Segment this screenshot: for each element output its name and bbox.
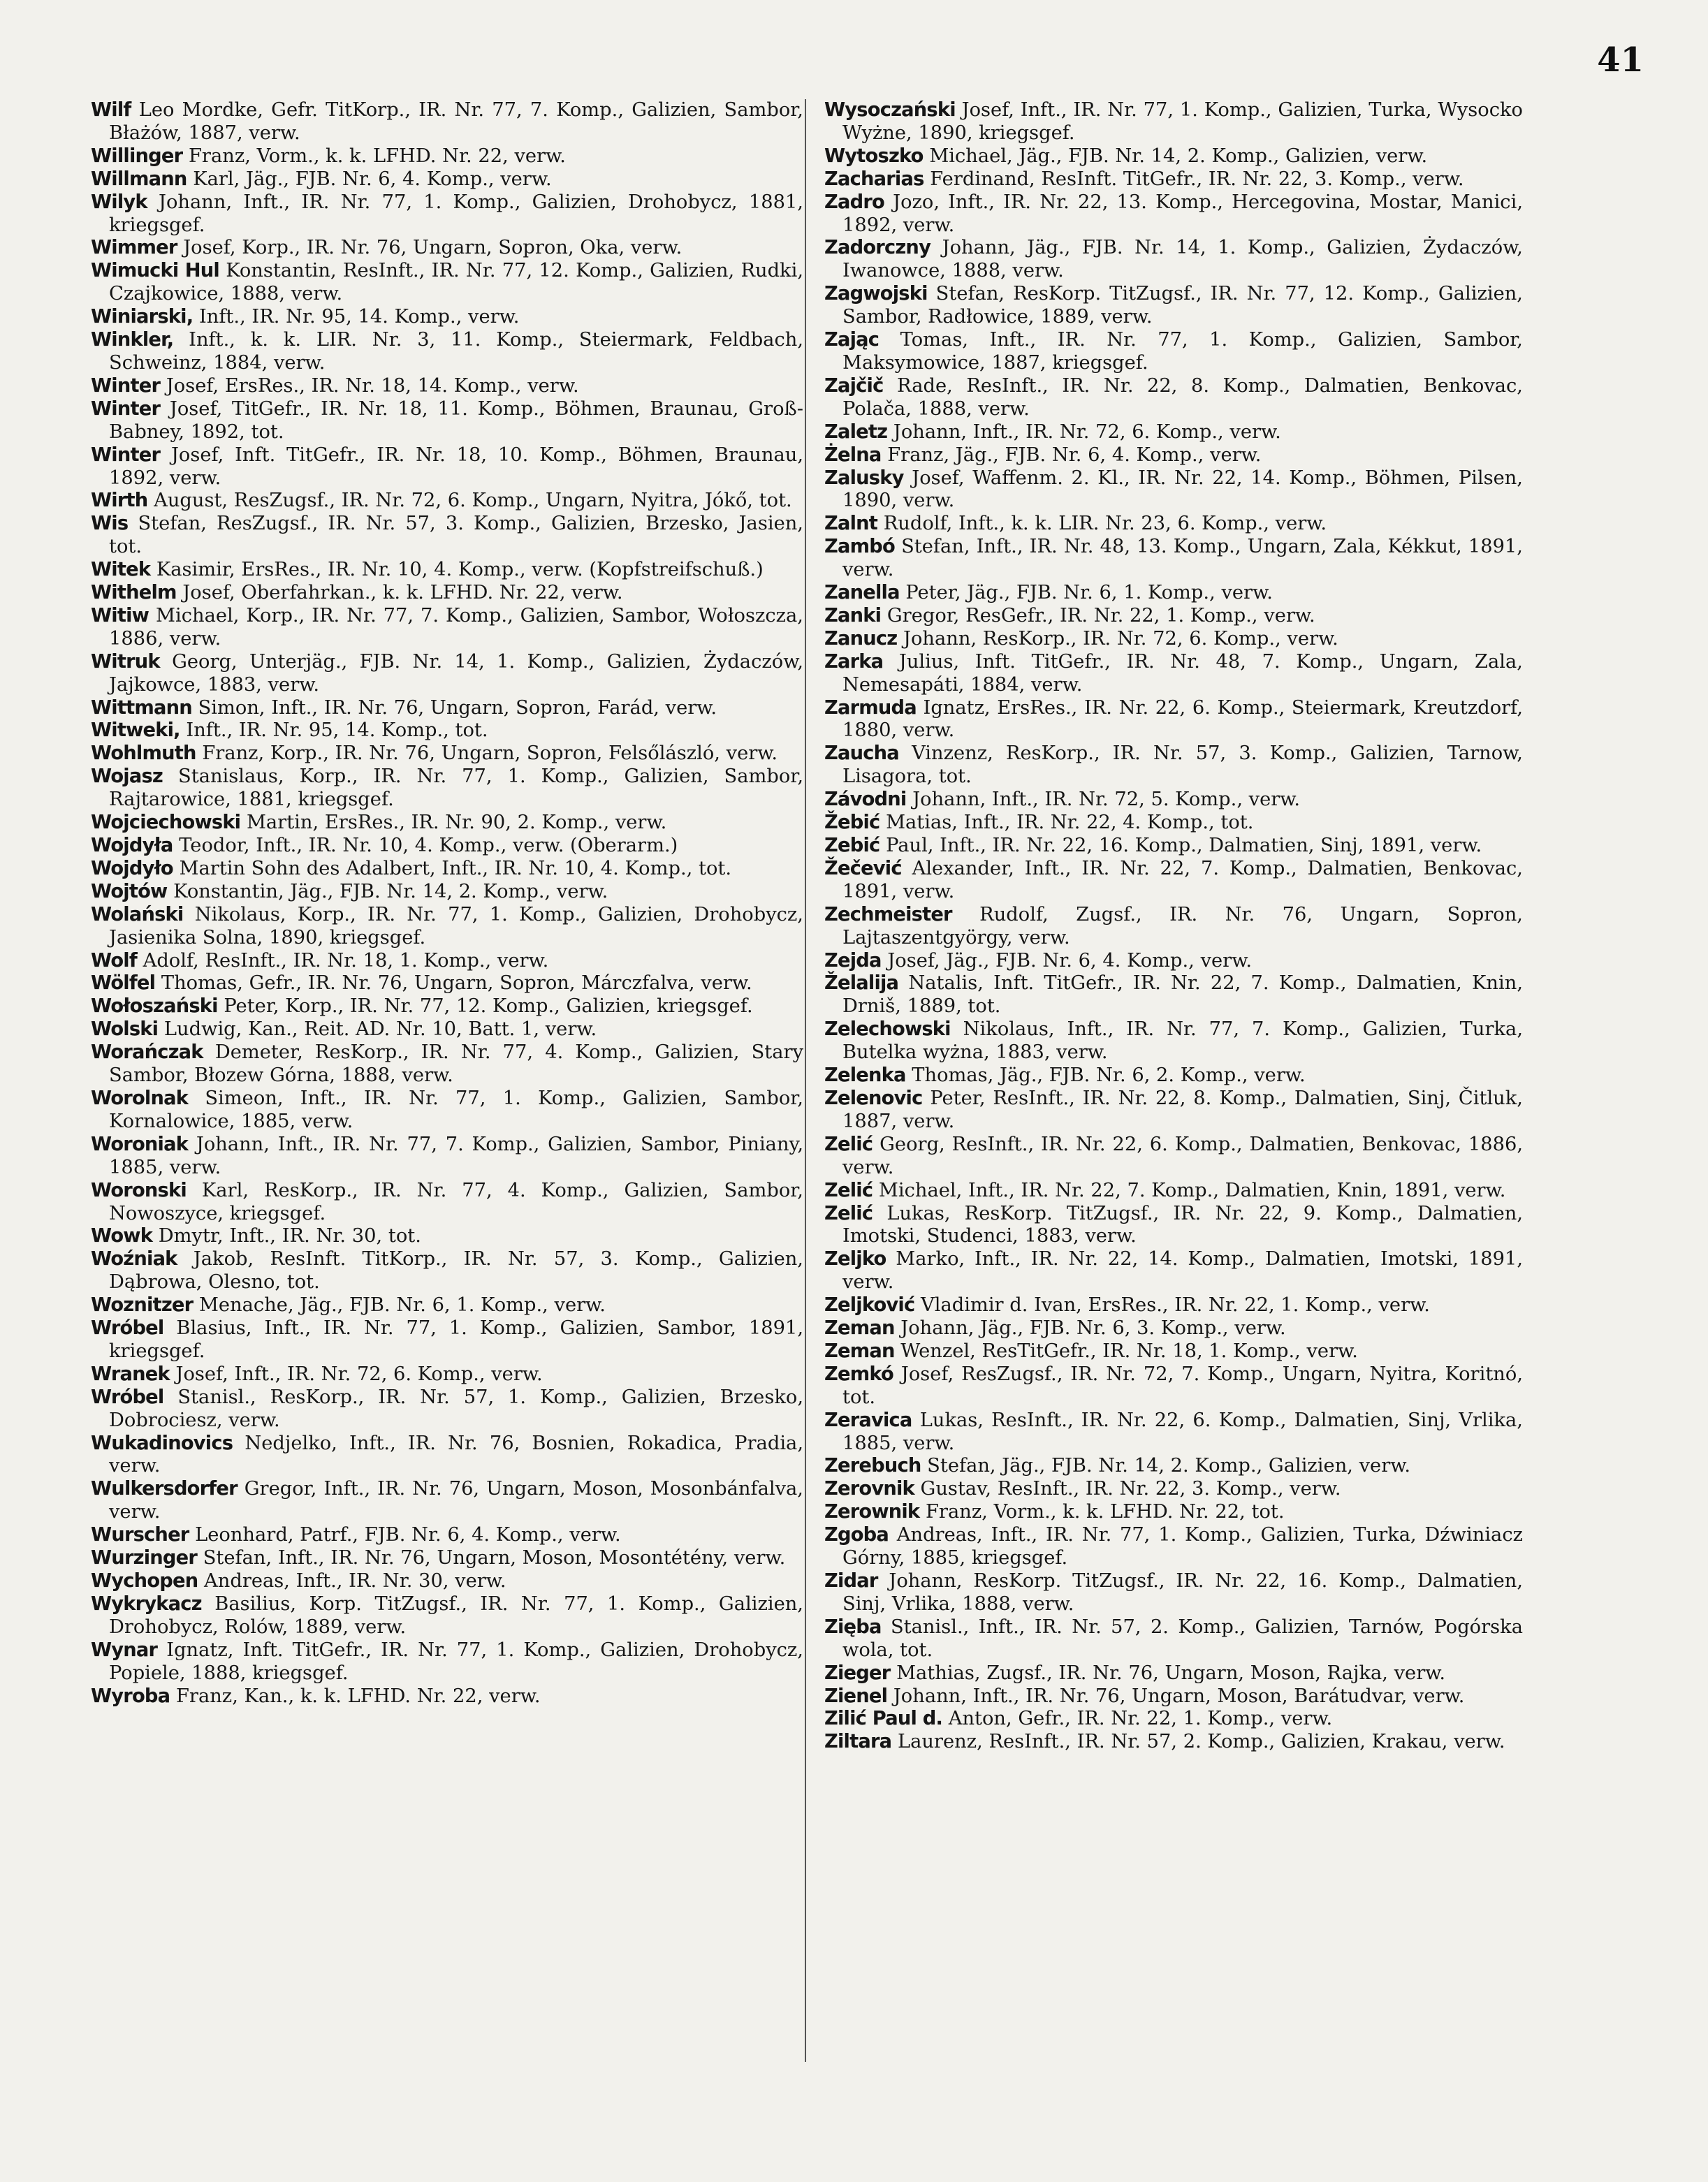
entry-details: Ferdinand, ResInft. TitGefr., IR. Nr. 22, 3. Komp., verw. [930,168,1464,190]
entry-surname: Zelechowski [824,1018,951,1041]
entry-surname: Wojasz [91,766,163,788]
entry-details: Rudolf, Inft., k. k. LIR. Nr. 23, 6. Komp., verw. [883,513,1327,535]
entry-details: Stefan, Inft., IR. Nr. 48, 13. Komp., Ungarn, Zala, Kékkut, 1891, verw. [842,536,1523,581]
register-entry [824,628,1523,651]
register-entry [91,835,803,858]
register-entry [91,1386,803,1433]
entry-details: Leonhard, Patrf., FJB. Nr. 6, 4. Komp., verw. [195,1524,621,1546]
register-entry [824,1317,1523,1340]
right-column [824,99,1523,1754]
entry-details: Josef, Korp., IR. Nr. 76, Ungarn, Sopron, Oka, verw. [183,237,683,259]
entry-surname: Wilyk [91,191,147,213]
register-entry [824,789,1523,812]
entry-surname: Zięba [824,1616,882,1638]
register-entry [824,168,1523,191]
register-entry [824,145,1523,168]
entry-details: Leo Mordke, Gefr. TitKorp., IR. Nr. 77, 7. Komp., Galizien, Sambor, Błażów, 1887, verw. [109,99,803,144]
entry-surname: Zaucha [824,742,899,765]
entry-details: Stanislaus, Korp., IR. Nr. 77, 1. Komp., Galizien, Sambor, Rajtarowice, 1881, kriegsgef. [109,766,803,811]
entry-surname: Woźniak [91,1248,177,1271]
entry-details: Marko, Inft., IR. Nr. 22, 14. Komp., Dalmatien, Imotski, 1891, verw. [842,1248,1524,1294]
entry-surname: Wojciechowski [91,812,241,834]
entry-surname: Witweki, [91,719,180,742]
entry-details: Ignatz, Inft. TitGefr., IR. Nr. 77, 1. Komp., Galizien, Drohobycz, Popiele, 1888, kriegsgef. [109,1639,803,1684]
entry-surname: Winter [91,397,161,420]
register-entry [824,513,1523,536]
register-entry [824,237,1523,283]
register-entry [824,1248,1523,1294]
register-entry [91,1593,803,1639]
entry-details: Johann, Inft., IR. Nr. 76, Ungarn, Moson, Barátudvar, verw. [893,1685,1465,1707]
register-entry [824,972,1523,1018]
register-entry [91,1180,803,1226]
entry-details: Nikolaus, Inft., IR. Nr. 77, 7. Komp., Galizien, Turka, Butelka wyżna, 1883, verw. [842,1018,1523,1064]
entry-details: Johann, ResKorp. TitZugsf., IR. Nr. 22, 16. Komp., Dalmatien, Sinj, Vrlika, 1888, verw. [842,1570,1523,1615]
entry-surname: Wis [91,513,129,535]
register-entry [824,467,1523,513]
register-entry [824,1203,1523,1249]
register-entry [824,950,1523,973]
entry-surname: Wirth [91,490,148,512]
register-entry [91,904,803,950]
entry-details: Inft., IR. Nr. 95, 14. Komp., verw. [198,306,520,328]
entry-surname: Witiw [91,604,149,627]
entry-surname: Willinger [91,145,183,167]
register-entry [824,651,1523,697]
entry-details: Menache, Jäg., FJB. Nr. 6, 1. Komp., verw. [198,1294,606,1317]
entry-details: Johann, Inft., IR. Nr. 77, 1. Komp., Galizien, Drohobycz, 1881, kriegsgef. [109,191,803,236]
entry-surname: Zerovnik [824,1478,914,1500]
entry-details: Peter, ResInft., IR. Nr. 22, 8. Komp., Dalmatien, Sinj, Čitluk, 1887, verw. [842,1087,1523,1132]
entry-details: Martin, ErsRes., IR. Nr. 90, 2. Komp., verw. [246,812,667,834]
register-entry [91,1363,803,1386]
register-entry [824,1180,1523,1203]
entry-surname: Wölfel [91,972,156,995]
entry-surname: Zeravica [824,1409,912,1431]
register-entry [824,283,1523,329]
entry-surname: Wojdyła [91,835,173,856]
register-entry [824,697,1523,743]
entry-details: Karl, Jäg., FJB. Nr. 6, 4. Komp., verw. [193,168,552,190]
entry-surname: Winter [91,444,161,466]
register-entry [824,1708,1523,1731]
entry-details: Karl, ResKorp., IR. Nr. 77, 4. Komp., Galizien, Sambor, Nowoszyce, kriegsgef. [109,1179,803,1224]
register-entry [824,444,1523,467]
entry-details: Blasius, Inft., IR. Nr. 77, 1. Komp., Galizien, Sambor, 1891, kriegsgef. [109,1317,803,1362]
entry-details: Johann, ResKorp., IR. Nr. 72, 6. Komp., verw. [903,627,1338,650]
entry-surname: Wojdyło [91,857,173,879]
entry-surname: Wytoszko [824,145,924,167]
entry-surname: Zadorczny [824,237,931,259]
register-entry [824,1409,1523,1456]
entry-surname: Zeljko [824,1248,886,1271]
entry-surname: Wolf [91,949,137,972]
register-entry [91,1433,803,1479]
register-entry [91,582,803,605]
entry-surname: Zambó [824,536,895,558]
entry-details: Dmytr, Inft., IR. Nr. 30, tot. [158,1225,421,1247]
entry-details: Alexander, Inft., IR. Nr. 22, 7. Komp., Dalmatien, Benkovac, 1891, verw. [842,857,1523,902]
entry-details: Lukas, ResInft., IR. Nr. 22, 6. Komp., Dalmatien, Sinj, Vrlika, 1885, verw. [842,1409,1523,1454]
entry-details: Peter, Korp., IR. Nr. 77, 12. Komp., Galizien, kriegsgef. [224,995,753,1018]
entry-surname: Zelenovic [824,1087,923,1109]
entry-details: Gustav, ResInft., IR. Nr. 22, 3. Komp., verw. [920,1478,1341,1500]
entry-details: Stefan, ResZugsf., IR. Nr. 57, 3. Komp., Galizien, Brzesko, Jasien, tot. [109,513,803,558]
entry-surname: Zeman [824,1317,895,1340]
entry-details: Stanisl., ResKorp., IR. Nr. 57, 1. Komp., Galizien, Brzesko, Dobrociesz, verw. [109,1386,803,1431]
entry-details: Josef, Oberfahrkan., k. k. LFHD. Nr. 22, verw. [182,582,623,604]
entry-surname: Zanki [824,604,882,627]
register-entry [91,559,803,582]
entry-details: Josef, ResZugsf., IR. Nr. 72, 7. Komp., Ungarn, Nyitra, Koritnó, tot. [842,1363,1523,1408]
entry-surname: Wurscher [91,1524,189,1546]
register-entry [91,1478,803,1524]
entry-surname: Zelić [824,1202,873,1224]
entry-surname: Żelna [824,444,882,466]
entry-surname: Zilić Paul d. [824,1708,943,1730]
entry-surname: Woznitzer [91,1294,194,1317]
entry-details: Josef, Inft. TitGefr., IR. Nr. 18, 10. Komp., Böhmen, Braunau, 1892, verw. [109,444,803,489]
register-entry [824,1340,1523,1363]
entry-details: Nikolaus, Korp., IR. Nr. 77, 1. Komp., Galizien, Drohobycz, Jasienika Solna, 1890, kriegsgef. [109,903,803,949]
entry-surname: Wurzinger [91,1547,197,1569]
entry-details: Stefan, ResKorp. TitZugsf., IR. Nr. 77, 12. Komp., Galizien, Sambor, Radłowice, 1889, verw. [842,283,1523,328]
entry-surname: Zelić [824,1133,873,1155]
entry-details: Teodor, Inft., IR. Nr. 10, 4. Komp., verw. (Oberarm.) [179,835,678,856]
register-entry [91,1041,803,1088]
register-entry [91,1547,803,1570]
entry-details: Jozo, Inft., IR. Nr. 22, 13. Komp., Hercegovina, Mostar, Manici, 1892, verw. [842,191,1523,236]
entry-details: Julius, Inft. TitGefr., IR. Nr. 48, 7. Komp., Ungarn, Zala, Nemesapáti, 1884, verw. [842,650,1523,696]
entry-surname: Zanella [824,582,900,604]
entry-surname: Zienel [824,1685,888,1707]
register-entry [824,191,1523,237]
register-entry [91,375,803,398]
entry-surname: Zalusky [824,467,904,489]
register-entry [91,168,803,191]
entry-details: Josef, Inft., IR. Nr. 72, 6. Komp., verw. [175,1363,543,1385]
entry-details: Thomas, Gefr., IR. Nr. 76, Ungarn, Sopron, Márczfalva, verw. [161,972,752,995]
entry-details: Franz, Vorm., k. k. LFHD. Nr. 22, tot. [925,1501,1285,1523]
register-entry [824,1685,1523,1708]
entry-surname: Wohlmuth [91,742,196,765]
entry-details: Stanisl., Inft., IR. Nr. 57, 2. Komp., Galizien, Tarnów, Pogórska wola, tot. [842,1616,1523,1661]
register-entry [824,329,1523,375]
entry-surname: Zgoba [824,1524,889,1546]
register-entry [824,904,1523,950]
entry-details: Michael, Korp., IR. Nr. 77, 7. Komp., Galizien, Sambor, Wołoszcza, 1886, verw. [109,604,803,650]
register-entry [91,719,803,742]
entry-details: Johann, Inft., IR. Nr. 77, 7. Komp., Galizien, Sambor, Piniany, 1885, verw. [109,1133,803,1178]
entry-details: Vinzenz, ResKorp., IR. Nr. 57, 3. Komp., Galizien, Tarnow, Lisagora, tot. [842,742,1523,788]
entry-surname: Zeman [824,1340,895,1362]
entry-surname: Wynar [91,1639,158,1661]
entry-details: Josef, ErsRes., IR. Nr. 18, 14. Komp., verw. [166,374,579,397]
register-entry [91,858,803,881]
entry-details: Johann, Jäg., FJB. Nr. 6, 3. Komp., verw. [900,1317,1286,1340]
entry-details: August, ResZugsf., IR. Nr. 72, 6. Komp., Ungarn, Nyitra, Jókő, tot. [154,490,792,512]
entry-surname: Wróbel [91,1317,164,1340]
entry-surname: Zarmuda [824,696,917,719]
entry-surname: Zieger [824,1662,891,1684]
register-entry [824,375,1523,421]
entry-details: Vladimir d. Ivan, ErsRes., IR. Nr. 22, 1. Komp., verw. [921,1294,1430,1317]
entry-details: Natalis, Inft. TitGefr., IR. Nr. 22, 7. Komp., Dalmatien, Knin, Drniš, 1889, tot. [842,972,1523,1018]
entry-details: Josef, Jäg., FJB. Nr. 6, 4. Komp., verw. [887,949,1252,972]
entry-details: Johann, Inft., IR. Nr. 72, 5. Komp., verw. [912,789,1301,811]
register-entry [91,1524,803,1547]
register-entry [824,812,1523,835]
entry-surname: Žebić [824,812,880,834]
entry-surname: Witruk [91,650,160,673]
register-entry [91,605,803,651]
entry-details: Andreas, Inft., IR. Nr. 77, 1. Komp., Galizien, Turka, Dźwiniacz Górny, 1885, kriegsgef. [842,1524,1523,1569]
entry-surname: Wilf [91,99,131,121]
register-entry [824,605,1523,628]
entry-details: Thomas, Jäg., FJB. Nr. 6, 2. Komp., verw. [912,1064,1306,1087]
register-entry [824,1363,1523,1409]
entry-details: Rade, ResInft., IR. Nr. 22, 8. Komp., Dalmatien, Benkovac, Polača, 1888, verw. [842,374,1523,420]
register-entry [91,145,803,168]
register-entry [91,1639,803,1685]
register-entry [91,697,803,720]
entry-surname: Winter [91,374,161,397]
entry-details: Konstantin, Jäg., FJB. Nr. 14, 2. Komp., verw. [173,880,608,902]
register-entry [824,1134,1523,1180]
entry-surname: Wolański [91,903,184,925]
entry-details: Franz, Vorm., k. k. LFHD. Nr. 22, verw. [188,145,566,167]
register-entry [824,1455,1523,1478]
entry-details: Gregor, Inft., IR. Nr. 76, Ungarn, Moson, Mosonbánfalva, verw. [109,1478,803,1523]
entry-details: Lukas, ResKorp. TitZugsf., IR. Nr. 22, 9. Komp., Dalmatien, Imotski, Studenci, 1883, verw. [842,1202,1523,1247]
entry-details: Wenzel, ResTitGefr., IR. Nr. 18, 1. Komp., verw. [900,1340,1358,1362]
entry-surname: Zalnt [824,513,878,535]
entry-surname: Zagwojski [824,283,928,305]
entry-details: Anton, Gefr., IR. Nr. 22, 1. Komp., verw. [948,1708,1333,1730]
left-column [91,99,803,1708]
column-divider [805,99,806,2062]
entry-surname: Wowk [91,1225,153,1247]
entry-details: Stefan, Jäg., FJB. Nr. 14, 2. Komp., Galizien, verw. [927,1455,1411,1477]
register-entry [91,881,803,904]
entry-surname: Wysoczański [824,99,956,121]
entry-details: Georg, ResInft., IR. Nr. 22, 6. Komp., Dalmatien, Benkovac, 1886, verw. [842,1133,1523,1178]
entry-surname: Zelić [824,1179,873,1201]
entry-details: Simeon, Inft., IR. Nr. 77, 1. Komp., Galizien, Sambor, Kornalowice, 1885, verw. [109,1087,803,1132]
register-entry [91,950,803,973]
register-entry [824,742,1523,789]
entry-surname: Závodni [824,789,907,811]
register-entry [91,1018,803,1041]
entry-details: Laurenz, ResInft., IR. Nr. 57, 2. Komp., Galizien, Krakau, verw. [897,1731,1505,1753]
register-entry [824,582,1523,605]
entry-details: Michael, Inft., IR. Nr. 22, 7. Komp., Dalmatien, Knin, 1891, verw. [878,1179,1506,1201]
entry-surname: Woroniak [91,1133,189,1155]
register-entry [91,306,803,329]
entry-surname: Wimmer [91,237,177,259]
entry-surname: Zelenka [824,1064,906,1087]
entry-surname: Zacharias [824,168,924,190]
entry-details: Andreas, Inft., IR. Nr. 30, verw. [204,1570,506,1592]
entry-surname: Zając [824,329,879,351]
register-entry [824,1570,1523,1616]
entry-surname: Zechmeister [824,903,952,925]
register-entry [824,858,1523,904]
entry-surname: Witek [91,559,151,581]
entry-details: Nedjelko, Inft., IR. Nr. 76, Bosnien, Rokadica, Pradia, verw. [109,1432,803,1477]
entry-details: Gregor, ResGefr., IR. Nr. 22, 1. Komp., verw. [886,604,1315,627]
entry-details: Michael, Jäg., FJB. Nr. 14, 2. Komp., Galizien, verw. [929,145,1428,167]
entry-details: Demeter, ResKorp., IR. Nr. 77, 4. Komp., Galizien, Stary Sambor, Błozew Górna, 1888, verw. [109,1041,803,1087]
entry-details: Johann, Inft., IR. Nr. 72, 6. Komp., verw. [893,420,1281,443]
entry-surname: Wimucki Hul [91,260,219,282]
entry-surname: Wittmann [91,696,192,719]
register-entry [91,237,803,260]
register-entry [91,1134,803,1180]
entry-surname: Zadro [824,191,884,213]
register-entry [824,1018,1523,1064]
register-entry [91,1225,803,1248]
register-entry [824,835,1523,858]
entry-details: Matias, Inft., IR. Nr. 22, 4. Komp., tot. [886,812,1254,834]
entry-details: Inft., k. k. LIR. Nr. 3, 11. Komp., Steiermark, Feldbach, Schweinz, 1884, verw. [109,329,804,374]
entry-details: Adolf, ResInft., IR. Nr. 18, 1. Komp., verw. [143,949,549,972]
entry-surname: Zerebuch [824,1455,921,1477]
entry-details: Georg, Unterjäg., FJB. Nr. 14, 1. Komp., Galizien, Żydaczów, Jajkowce, 1883, verw. [109,650,803,696]
entry-details: Ludwig, Kan., Reit. AD. Nr. 10, Batt. 1, verw. [163,1018,597,1041]
entry-details: Paul, Inft., IR. Nr. 22, 16. Komp., Dalmatien, Sinj, 1891, verw. [886,835,1482,856]
entry-details: Franz, Kan., k. k. LFHD. Nr. 22, verw. [175,1685,541,1707]
register-entry [824,1616,1523,1662]
entry-details: Rudolf, Zugsf., IR. Nr. 76, Ungarn, Sopron, Lajtaszentgyörgy, verw. [842,903,1523,949]
entry-surname: Wyroba [91,1685,170,1707]
register-entry [824,1524,1523,1570]
entry-details: Franz, Jäg., FJB. Nr. 6, 4. Komp., verw. [887,444,1262,466]
entry-surname: Zeljković [824,1294,915,1317]
register-entry [91,742,803,766]
register-entry [91,260,803,306]
entry-details: Josef, Waffenm. 2. Kl., IR. Nr. 22, 14. Komp., Böhmen, Pilsen, 1890, verw. [842,467,1523,512]
entry-surname: Wojtów [91,880,168,902]
entry-surname: Woronski [91,1179,187,1201]
entry-details: Basilius, Korp. TitZugsf., IR. Nr. 77, 1. Komp., Galizien, Drohobycz, Rolów, 1889, verw. [109,1592,803,1638]
register-entry [824,421,1523,444]
register-entry [824,536,1523,582]
entry-surname: Zidar [824,1570,878,1592]
register-entry [91,651,803,697]
entry-surname: Winkler, [91,329,174,351]
register-entry [824,99,1523,145]
entry-surname: Willmann [91,168,187,190]
entry-surname: Zemkó [824,1363,893,1385]
entry-surname: Worańczak [91,1041,203,1064]
register-entry [824,1064,1523,1088]
entry-details: Inft., IR. Nr. 95, 14. Komp., tot. [186,719,488,742]
entry-surname: Wychopen [91,1570,198,1592]
register-entry [91,1088,803,1134]
register-entry [824,1478,1523,1501]
entry-details: Stefan, Inft., IR. Nr. 76, Ungarn, Moson, Mosontétény, verw. [203,1547,786,1569]
entry-surname: Wykrykacz [91,1592,202,1615]
register-entry [91,1248,803,1294]
register-entry [91,995,803,1018]
entry-details: Martin Sohn des Adalbert, Inft., IR. Nr. 10, 4. Komp., tot. [179,857,732,879]
entry-details: Peter, Jäg., FJB. Nr. 6, 1. Komp., verw. [905,582,1273,604]
entry-surname: Zanucz [824,627,898,650]
entry-details: Johann, Jäg., FJB. Nr. 14, 1. Komp., Galizien, Żydaczów, Iwanowce, 1888, verw. [842,237,1523,282]
entry-surname: Zarka [824,650,884,673]
entry-surname: Ziltara [824,1731,892,1753]
entry-surname: Zaletz [824,420,888,443]
register-entry [824,1294,1523,1317]
entry-details: Franz, Korp., IR. Nr. 76, Ungarn, Sopron, Felsőlászló, verw. [202,742,778,765]
register-entry [91,513,803,559]
entry-surname: Wukadinovics [91,1432,233,1454]
entry-details: Jakob, ResInft. TitKorp., IR. Nr. 57, 3. Komp., Galizien, Dąbrowa, Olesno, tot. [109,1248,803,1294]
entry-surname: Zebić [824,835,880,856]
page-number: 41 [1597,41,1644,80]
register-entry [91,444,803,490]
register-entry [824,1501,1523,1524]
entry-surname: Zejda [824,949,882,972]
register-entry [824,1662,1523,1685]
register-entry [91,329,803,375]
register-entry [91,972,803,995]
entry-details: Mathias, Zugsf., IR. Nr. 76, Ungarn, Moson, Rajka, verw. [896,1662,1446,1684]
register-entry [91,1570,803,1593]
entry-details: Josef, Inft., IR. Nr. 77, 1. Komp., Galizien, Turka, Wysocko Wyżne, 1890, kriegsgef. [842,99,1523,144]
register-entry [91,812,803,835]
register-entry [91,191,803,237]
entry-surname: Worolnak [91,1087,189,1109]
entry-surname: Wróbel [91,1386,164,1408]
register-entry [91,1294,803,1317]
entry-surname: Wołoszański [91,995,218,1018]
register-entry [91,398,803,444]
entry-details: Simon, Inft., IR. Nr. 76, Ungarn, Sopron, Farád, verw. [198,696,717,719]
entry-surname: Wolski [91,1018,159,1041]
entry-surname: Wulkersdorfer [91,1478,238,1500]
entry-details: Tomas, Inft., IR. Nr. 77, 1. Komp., Galizien, Sambor, Maksymowice, 1887, kriegsgef. [842,329,1523,374]
entry-surname: Winiarski, [91,306,194,328]
register-entry [91,1317,803,1363]
entry-surname: Želalija [824,972,899,995]
entry-surname: Zajčič [824,374,884,397]
entry-details: Josef, TitGefr., IR. Nr. 18, 11. Komp., Böhmen, Braunau, Groß-Babney, 1892, tot. [109,397,803,443]
register-entry [824,1088,1523,1134]
entry-surname: Žečević [824,857,902,879]
entry-surname: Wranek [91,1363,170,1385]
register-entry [91,99,803,145]
register-entry [91,490,803,513]
entry-details: Kasimir, ErsRes., IR. Nr. 10, 4. Komp., verw. (Kopfstreifschuß.) [156,559,764,581]
entry-surname: Withelm [91,582,177,604]
register-entry [91,1685,803,1708]
register-entry [91,766,803,812]
register-entry [824,1731,1523,1754]
entry-details: Konstantin, ResInft., IR. Nr. 77, 12. Komp., Galizien, Rudki, Czajkowice, 1888, verw. [109,260,803,305]
entry-surname: Zerownik [824,1501,920,1523]
entry-details: Ignatz, ErsRes., IR. Nr. 22, 6. Komp., Steiermark, Kreutzdorf, 1880, verw. [842,696,1523,742]
